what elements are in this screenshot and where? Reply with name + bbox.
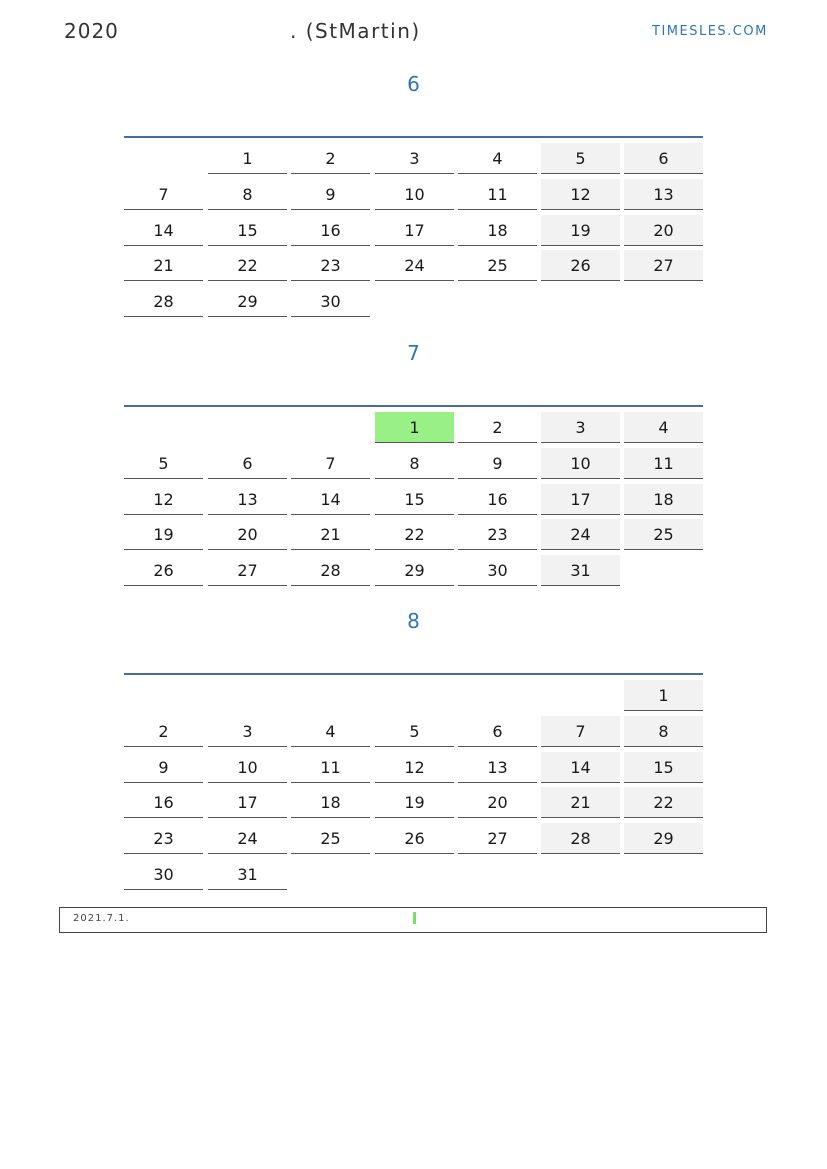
day-cell[interactable]: 23 xyxy=(291,250,370,281)
site-link[interactable]: TIMESLES.COM xyxy=(652,24,768,39)
day-cell[interactable]: 16 xyxy=(458,484,537,515)
day-cell[interactable]: 24 xyxy=(541,519,620,550)
day-cell[interactable]: 4 xyxy=(458,143,537,174)
day-cell[interactable]: 19 xyxy=(124,519,203,550)
day-cell[interactable]: 29 xyxy=(624,823,703,854)
day-cell[interactable]: 22 xyxy=(624,787,703,818)
day-cell[interactable]: 6 xyxy=(208,448,287,479)
day-cell[interactable]: 13 xyxy=(624,179,703,210)
today-marker xyxy=(413,912,416,924)
day-cell[interactable]: 5 xyxy=(124,448,203,479)
day-cell[interactable]: 28 xyxy=(124,286,203,317)
day-cell[interactable]: 12 xyxy=(375,752,454,783)
day-cell[interactable]: 3 xyxy=(541,412,620,443)
day-cell[interactable]: 2 xyxy=(124,716,203,747)
day-cell[interactable]: 26 xyxy=(124,555,203,586)
day-cell[interactable]: 8 xyxy=(624,716,703,747)
day-cell[interactable]: 23 xyxy=(124,823,203,854)
day-cell[interactable]: 13 xyxy=(458,752,537,783)
day-cell[interactable]: 15 xyxy=(375,484,454,515)
day-cell[interactable]: 6 xyxy=(624,143,703,174)
day-cell[interactable]: 21 xyxy=(291,519,370,550)
day-cell[interactable]: 2 xyxy=(291,143,370,174)
day-cell[interactable]: 6 xyxy=(458,716,537,747)
day-cell[interactable]: 13 xyxy=(208,484,287,515)
day-cell[interactable]: 3 xyxy=(208,716,287,747)
day-cell[interactable]: 30 xyxy=(458,555,537,586)
day-cell[interactable]: 1 xyxy=(375,412,454,443)
day-cell[interactable]: 29 xyxy=(208,286,287,317)
day-cell[interactable]: 18 xyxy=(458,215,537,246)
day-cell[interactable]: 24 xyxy=(375,250,454,281)
day-cell[interactable]: 12 xyxy=(541,179,620,210)
day-cell[interactable]: 7 xyxy=(291,448,370,479)
day-cell[interactable]: 17 xyxy=(208,787,287,818)
day-cell[interactable]: 21 xyxy=(124,250,203,281)
day-cell[interactable]: 19 xyxy=(375,787,454,818)
day-cell[interactable]: 16 xyxy=(291,215,370,246)
day-cell[interactable]: 7 xyxy=(541,716,620,747)
day-cell[interactable]: 26 xyxy=(541,250,620,281)
day-cell[interactable]: 11 xyxy=(458,179,537,210)
day-cell[interactable]: 5 xyxy=(541,143,620,174)
day-cell[interactable]: 2 xyxy=(458,412,537,443)
month-rule xyxy=(124,673,703,675)
day-cell[interactable]: 8 xyxy=(375,448,454,479)
day-cell[interactable]: 10 xyxy=(375,179,454,210)
day-cell[interactable]: 17 xyxy=(541,484,620,515)
day-cell[interactable]: 21 xyxy=(541,787,620,818)
day-cell[interactable]: 8 xyxy=(208,179,287,210)
day-cell[interactable]: 1 xyxy=(208,143,287,174)
day-cell[interactable]: 14 xyxy=(291,484,370,515)
day-cell[interactable]: 23 xyxy=(458,519,537,550)
day-cell[interactable]: 15 xyxy=(624,752,703,783)
day-cell[interactable]: 14 xyxy=(541,752,620,783)
day-cell[interactable]: 19 xyxy=(541,215,620,246)
month-rule xyxy=(124,136,703,138)
day-cell[interactable]: 3 xyxy=(375,143,454,174)
day-cell[interactable]: 14 xyxy=(124,215,203,246)
day-cell[interactable]: 28 xyxy=(541,823,620,854)
day-cell[interactable]: 27 xyxy=(624,250,703,281)
day-cell[interactable]: 4 xyxy=(624,412,703,443)
month-title: 7 xyxy=(407,341,420,365)
day-cell[interactable]: 10 xyxy=(541,448,620,479)
day-cell[interactable]: 28 xyxy=(291,555,370,586)
day-cell[interactable]: 31 xyxy=(208,859,287,890)
day-cell[interactable]: 31 xyxy=(541,555,620,586)
day-cell[interactable]: 5 xyxy=(375,716,454,747)
day-cell[interactable]: 11 xyxy=(624,448,703,479)
day-cell[interactable]: 18 xyxy=(291,787,370,818)
day-cell[interactable]: 9 xyxy=(291,179,370,210)
day-cell[interactable]: 24 xyxy=(208,823,287,854)
day-cell[interactable]: 20 xyxy=(208,519,287,550)
day-cell[interactable]: 29 xyxy=(375,555,454,586)
day-cell[interactable]: 30 xyxy=(291,286,370,317)
day-cell[interactable]: 9 xyxy=(124,752,203,783)
day-cell[interactable]: 7 xyxy=(124,179,203,210)
day-cell[interactable]: 20 xyxy=(624,215,703,246)
day-cell[interactable]: 22 xyxy=(208,250,287,281)
month-title: 8 xyxy=(407,609,420,633)
day-cell[interactable]: 22 xyxy=(375,519,454,550)
day-cell[interactable]: 17 xyxy=(375,215,454,246)
day-cell[interactable]: 12 xyxy=(124,484,203,515)
month-rule xyxy=(124,405,703,407)
day-cell[interactable]: 16 xyxy=(124,787,203,818)
day-cell[interactable]: 25 xyxy=(458,250,537,281)
page-title: . (StMartin) xyxy=(290,19,421,43)
day-cell[interactable]: 30 xyxy=(124,859,203,890)
page-year: 2020 xyxy=(64,19,119,43)
day-cell[interactable]: 25 xyxy=(624,519,703,550)
day-cell[interactable]: 15 xyxy=(208,215,287,246)
day-cell[interactable]: 25 xyxy=(291,823,370,854)
day-cell[interactable]: 26 xyxy=(375,823,454,854)
footer-date: 2021.7.1. xyxy=(73,913,130,924)
day-cell[interactable]: 4 xyxy=(291,716,370,747)
day-cell[interactable]: 10 xyxy=(208,752,287,783)
day-cell[interactable]: 1 xyxy=(624,680,703,711)
day-cell[interactable]: 9 xyxy=(458,448,537,479)
day-cell[interactable]: 18 xyxy=(624,484,703,515)
day-cell[interactable]: 27 xyxy=(208,555,287,586)
day-cell[interactable]: 27 xyxy=(458,823,537,854)
day-cell[interactable]: 11 xyxy=(291,752,370,783)
day-cell[interactable]: 20 xyxy=(458,787,537,818)
month-title: 6 xyxy=(407,72,420,96)
footer-box xyxy=(59,907,767,933)
